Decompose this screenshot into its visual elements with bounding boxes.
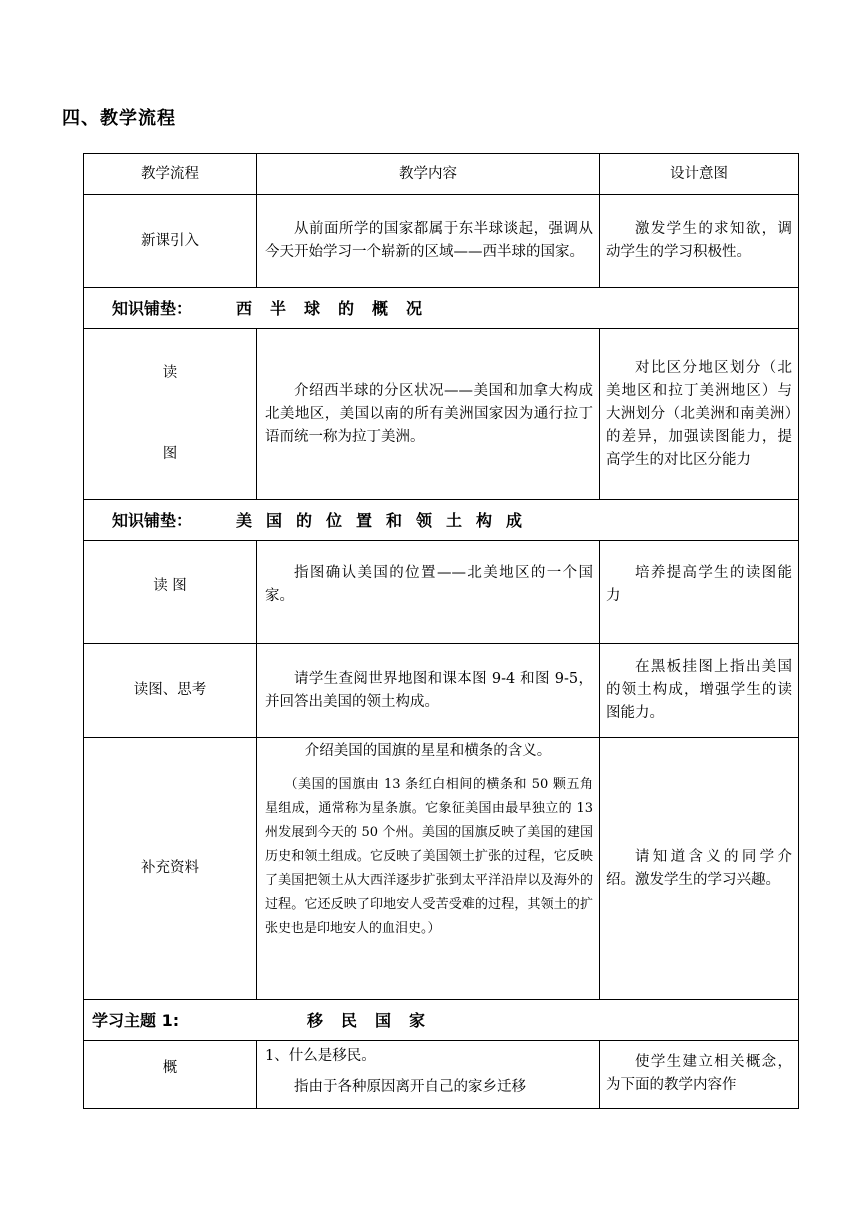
stage-text-top: 读	[162, 365, 178, 381]
content-text: 介绍西半球的分区状况——美国和加拿大构成北美地区，美国以南的所有美洲国家因为通行拉丁语而统一称为拉丁美洲。	[265, 382, 593, 445]
table-row	[84, 738, 799, 1000]
intent-cell	[600, 1041, 799, 1109]
teaching-flow-table	[83, 153, 799, 1109]
intent-cell	[600, 644, 799, 738]
table-header-row	[84, 154, 799, 195]
stage-cell: 读 图	[84, 541, 257, 644]
section-row	[84, 500, 799, 541]
content-line-1: 1、什么是移民。	[265, 1048, 376, 1064]
content-text: 从前面所学的国家都属于东半球谈起，强调从今天开始学习一个崭新的区域——西半球的国家。	[265, 221, 593, 260]
section-title: 美国的位置和领土构成	[236, 510, 537, 530]
table-row	[84, 1041, 799, 1109]
content-cell	[257, 541, 600, 644]
section-cell	[84, 1000, 799, 1041]
content-cell	[257, 738, 600, 1000]
section-cell	[84, 288, 799, 329]
intent-text: 在黑板挂图上指出美国的领土构成，增强学生的读图能力。	[606, 659, 792, 721]
table-row	[84, 329, 799, 500]
header-stage: 教学流程	[84, 154, 257, 195]
header-content: 教学内容	[257, 154, 600, 195]
table-row	[84, 644, 799, 738]
stage-text-bottom: 图	[162, 446, 178, 462]
theme-label: 学习主题 1:	[92, 1010, 180, 1030]
intent-cell	[600, 195, 799, 288]
intent-cell	[600, 329, 799, 500]
table-row	[84, 195, 799, 288]
content-cell	[257, 329, 600, 500]
content-text: 指图确认美国的位置——北美地区的一个国家。	[265, 565, 593, 604]
section-label: 知识铺垫：	[112, 298, 193, 318]
stage-cell: 读图、思考	[84, 644, 257, 738]
header-intent: 设计意图	[600, 154, 799, 195]
content-text: 请学生查阅世界地图和课本图 9-4 和图 9-5，并回答出美国的领土构成。	[265, 670, 593, 710]
content-text: 介绍美国的国旗的星星和横条的含义。	[304, 743, 552, 759]
intent-cell	[600, 541, 799, 644]
intent-text: 对比区分地区划分（北美地区和拉丁美洲地区）与大洲划分（北美洲和南美洲）的差异，加强读图能力，提高学生的对比区分能力	[606, 359, 792, 468]
intent-cell	[600, 738, 799, 1000]
section-heading: 四、教学流程	[62, 108, 176, 129]
section-cell	[84, 500, 799, 541]
supplement-note: （美国的国旗由 13 条红白相间的横条和 50 颗五角星组成，通常称为星条旗。它象征美国由最早独立的 13 州发展到今天的 50 个州。美国的国旗反映了美国的建国历史和领土组成。它反映了美国领土扩张的过程，它反映了美国把领土从大西洋逐步扩张到太平洋沿岸以及海外的过程。它还反映了印地安人受苦受难的过程，其领土的扩张史也是印地安人的血泪史。）	[265, 777, 593, 936]
section-title: 西半球的概况	[236, 298, 441, 318]
section-label: 知识铺垫：	[112, 510, 193, 530]
table-row	[84, 541, 799, 644]
stage-cell	[84, 329, 257, 500]
section-row	[84, 1000, 799, 1041]
stage-cell: 概	[84, 1041, 257, 1109]
stage-cell: 补充资料	[84, 738, 257, 1000]
content-cell	[257, 195, 600, 288]
intent-text: 培养提高学生的读图能力	[606, 565, 792, 604]
content-line-2: 指由于各种原因离开自己的家乡迁移	[294, 1079, 526, 1095]
intent-text: 激发学生的求知欲，调动学生的学习积极性。	[606, 221, 792, 260]
stage-cell: 新课引入	[84, 195, 257, 288]
content-cell	[257, 1041, 600, 1109]
intent-text: 请知道含义的同学介绍。激发学生的学习兴趣。	[606, 848, 792, 888]
content-cell	[257, 644, 600, 738]
section-row	[84, 288, 799, 329]
intent-text: 使学生建立相关概念，为下面的教学内容作	[606, 1054, 792, 1093]
theme-title: 移民国家	[307, 1010, 444, 1030]
